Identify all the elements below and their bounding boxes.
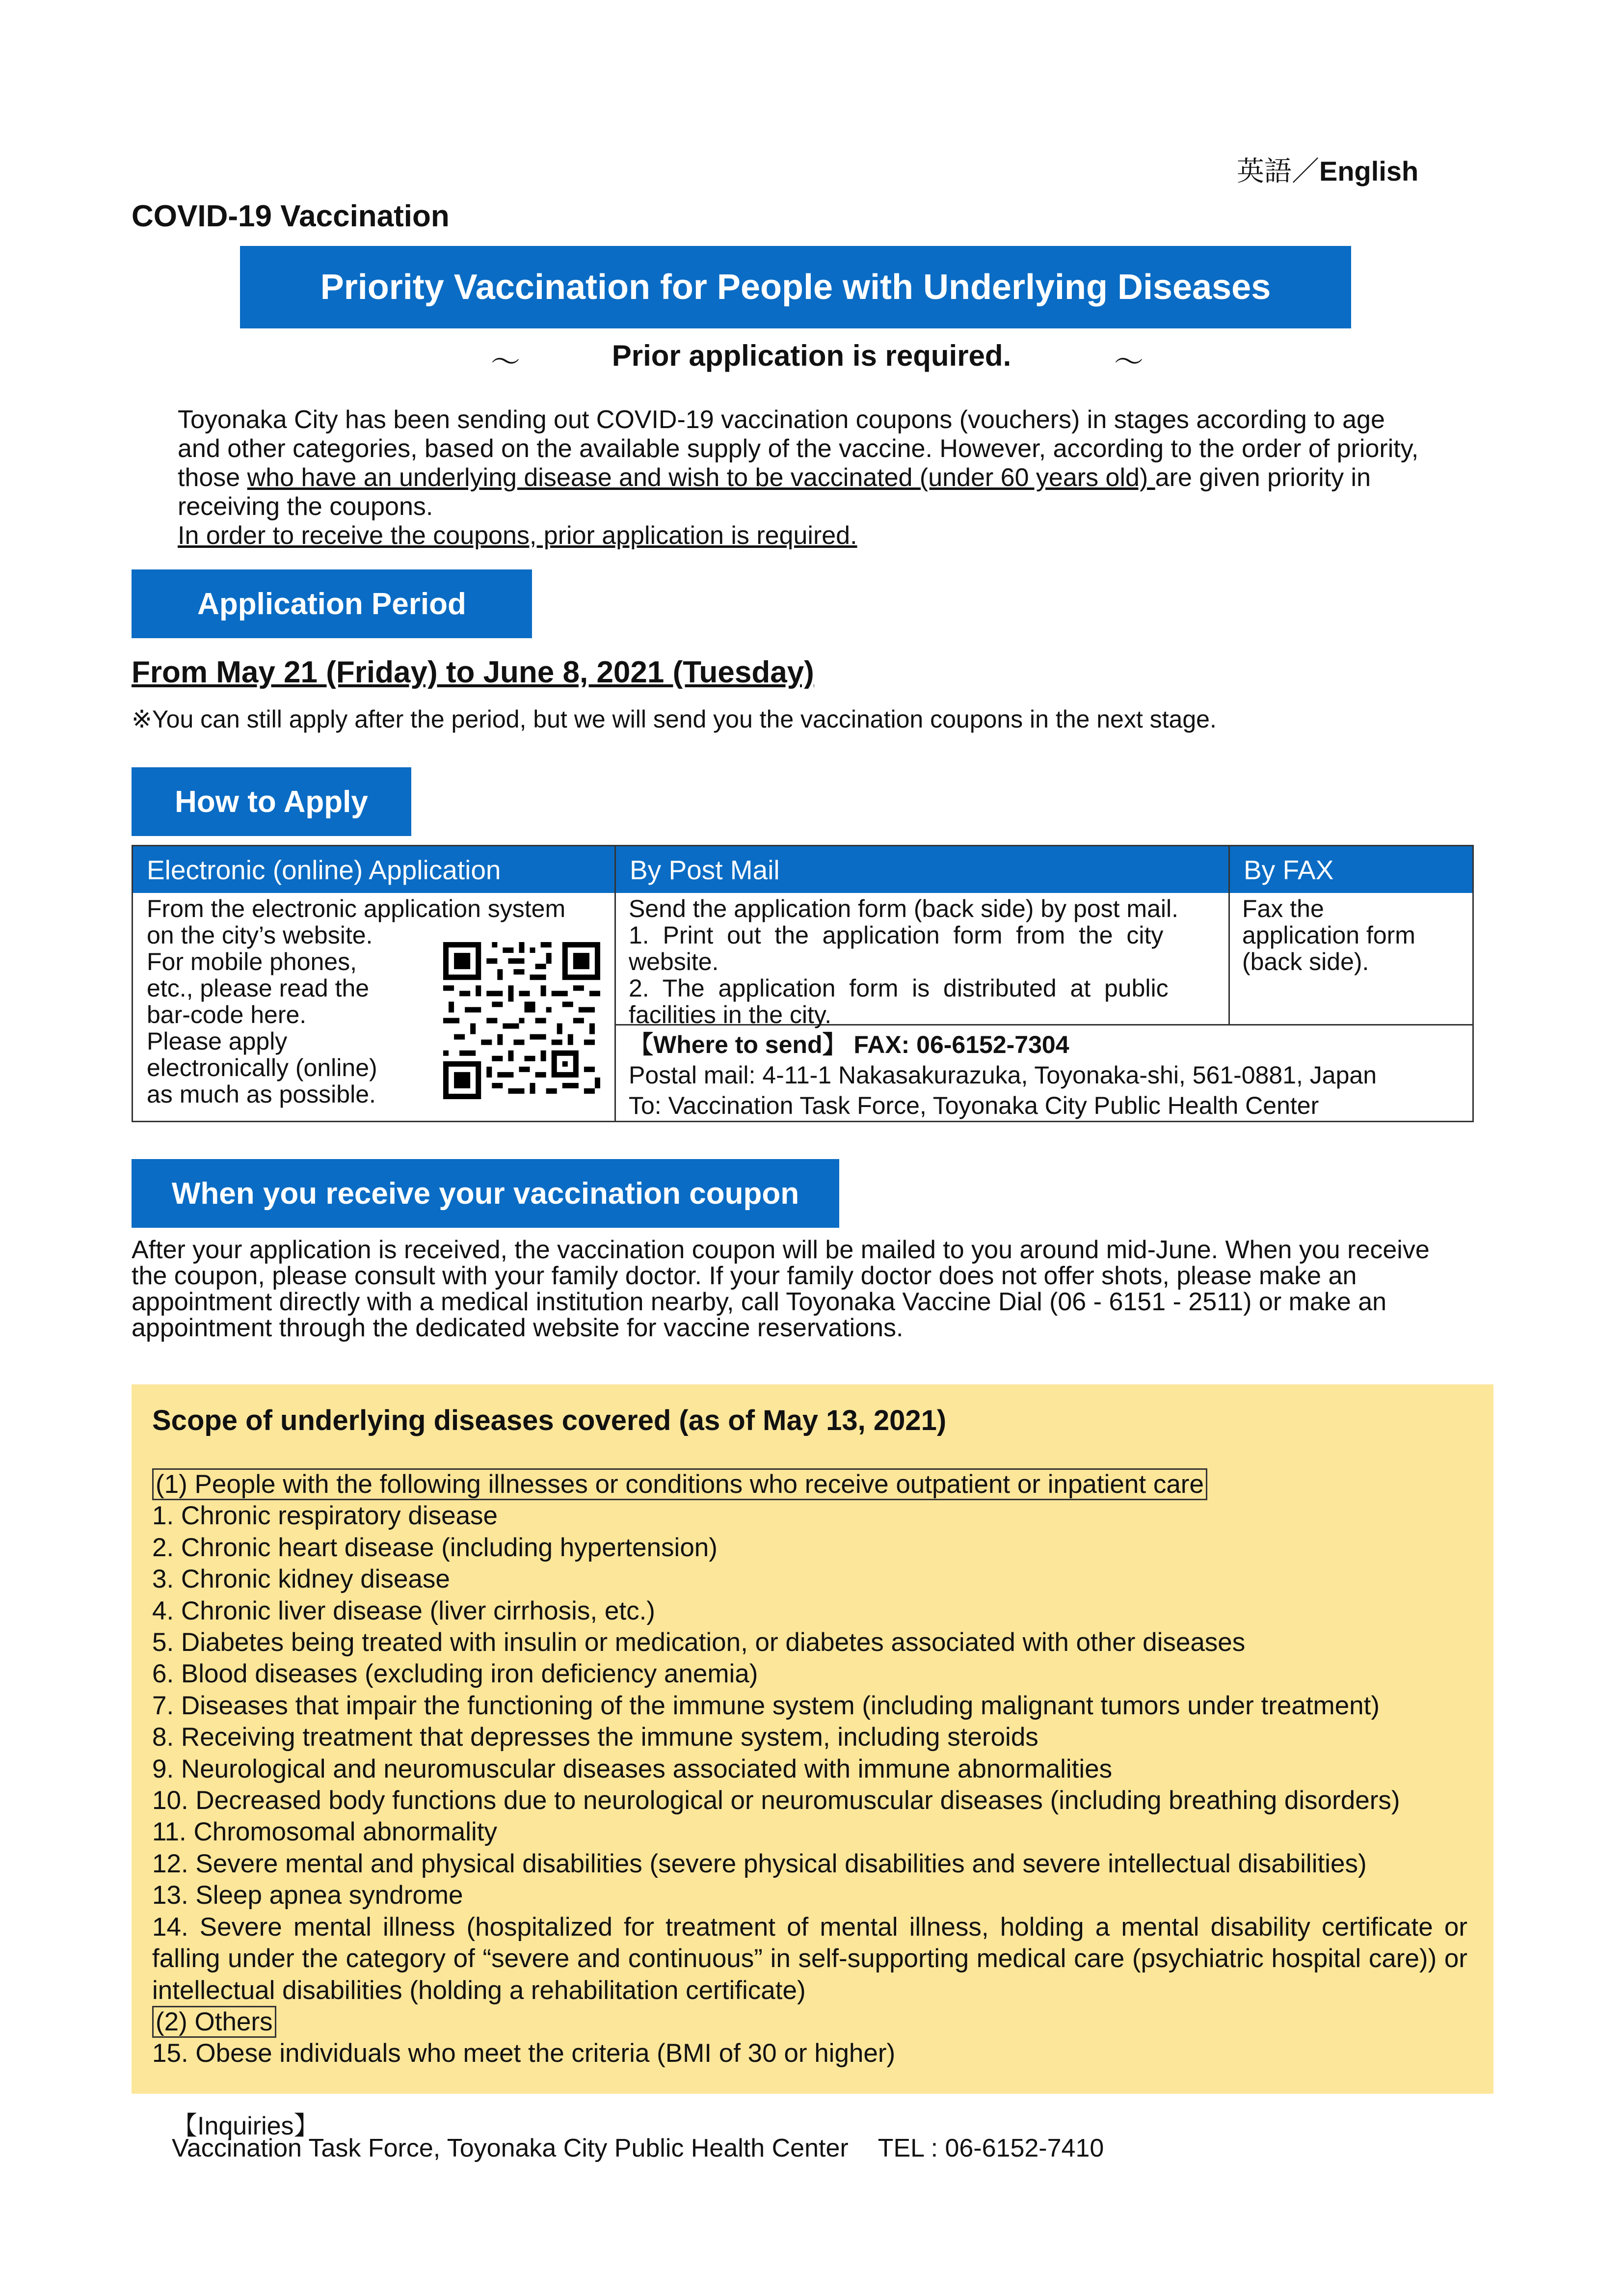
intro-line: and other categories, based on the available supply of the vaccine. However, according to the order of priority, [178, 434, 1419, 463]
period-note: ※You can still apply after the period, but we will send you the vaccination coupons in the next stage. [132, 705, 1217, 733]
apply-methods-table [132, 845, 1474, 1122]
column-header-fax: By FAX [1230, 846, 1472, 893]
main-banner: Priority Vaccination for People with Underlying Diseases [240, 246, 1351, 328]
list-item: 3. Chronic kidney disease [152, 1565, 450, 1594]
list-item: 14. Severe mental illness (hospitalized for treatment of mental illness, holding a mental disability certificate or falling under the category of “severe and continuous” in self-supporting medical care (psychiatric hospital care)) or intellectual disabilities (holding a rehabilitation certificate) [152, 1912, 1467, 2005]
tilde-right: ～ [1114, 346, 1144, 378]
intro-line: receiving the coupons. [178, 492, 433, 521]
language-label [1237, 150, 1418, 189]
section-application-period: Application Period [132, 569, 532, 638]
scope-list [152, 1469, 1467, 2070]
list-item: 10. Decreased body functions due to neurological or neuromuscular diseases (including breathing disorders) [152, 1786, 1400, 1815]
list-item: 13. Sleep apnea syndrome [152, 1881, 463, 1910]
scope-title: Scope of underlying diseases covered (as of May 13, 2021) [152, 1405, 947, 1436]
inquiries-org: Vaccination Task Force, Toyonaka City Public Health Center [172, 2134, 849, 2162]
list-item: 9. Neurological and neuromuscular diseases associated with immune abnormalities [152, 1754, 1113, 1783]
list-item: 15. Obese individuals who meet the criteria (BMI of 30 or higher) [152, 2039, 896, 2068]
tilde-left: ～ [491, 346, 520, 378]
where-to-send-cell [629, 1029, 1463, 1121]
recipient: To: Vaccination Task Force, Toyonaka City Public Health Center [629, 1092, 1319, 1119]
online-cell: From the electronic application system on the city’s website. For mobile phones, etc., please read the bar-code here. Please apply electronically (online) as much as possible. [147, 895, 566, 1108]
intro-paragraph [178, 405, 1505, 550]
scope-box [132, 1384, 1493, 2094]
language-en: English [1319, 156, 1419, 187]
receive-coupon-paragraph: After your application is received, the vaccination coupon will be mailed to you around mid-June. When you receive the coupon, please consult with your family doctor. If your family doctor does not offer shots, please make an appointment directly with a medical institution nearby, call Toyonaka Vaccine Dial (06 - 6151 - 2511) or make an appointment through the dedicated website for vaccine reservations. [132, 1236, 1430, 1342]
list-item: 12. Severe mental and physical disabilities (severe physical disabilities and severe intellectual disabilities) [152, 1849, 1367, 1878]
section-how-to-apply: How to Apply [132, 767, 411, 836]
list-item: 4. Chronic liver disease (liver cirrhosis, etc.) [152, 1596, 655, 1625]
group-2-label: (2) Others [152, 2006, 276, 2038]
inquiries-heading: 【Inquiries】 [172, 2112, 319, 2140]
list-item: 11. Chromosomal abnormality [152, 1817, 498, 1847]
prior-application-notice [0, 339, 1623, 378]
group-1-label: (1) People with the following illnesses or conditions who receive outpatient or inpatient care [152, 1468, 1207, 1500]
fax-cell: Fax the application form (back side). [1242, 895, 1415, 975]
list-item: 5. Diabetes being treated with insulin or medication, or diabetes associated with other diseases [152, 1628, 1246, 1657]
inquiries-contact [172, 2134, 1104, 2163]
doc-title: COVID-19 Vaccination [132, 199, 450, 233]
intro-required-line: In order to receive the coupons, prior application is required. [178, 521, 857, 550]
list-item: 2. Chronic heart disease (including hypertension) [152, 1533, 718, 1562]
list-item: 8. Receiving treatment that depresses the immune system, including steroids [152, 1723, 1038, 1752]
column-header-online: Electronic (online) Application [133, 846, 616, 893]
mail-cell: Send the application form (back side) by post mail. 1. Print out the application form from the city website. 2. The application form is distributed at public facilities in the city. [629, 895, 1178, 1028]
fax-number: 【Where to send】 FAX: 06-6152-7304 [629, 1031, 1069, 1058]
intro-line: Toyonaka City has been sending out COVID-19 vaccination coupons (vouchers) in stages according to age [178, 405, 1385, 434]
period-dates: From May 21 (Friday) to June 8, 2021 (Tuesday) [132, 655, 814, 689]
qr-code-icon[interactable] [443, 942, 600, 1099]
underlined-phrase: who have an underlying disease and wish to be vaccinated (under 60 years old) [247, 463, 1155, 492]
language-jp: 英語／ [1237, 156, 1319, 187]
list-item: 1. Chronic respiratory disease [152, 1501, 498, 1531]
column-header-mail: By Post Mail [616, 846, 1230, 893]
inquiries-tel: TEL : 06-6152-7410 [878, 2134, 1104, 2162]
postal-address: Postal mail: 4-11-1 Nakasakurazuka, Toyonaka-shi, 561-0881, Japan [629, 1061, 1377, 1089]
list-item: 7. Diseases that impair the functioning of the immune system (including malignant tumors under treatment) [152, 1691, 1380, 1720]
prior-text: Prior application is required. [612, 339, 1011, 372]
section-receive-coupon: When you receive your vaccination coupon [132, 1159, 839, 1228]
list-item: 6. Blood diseases (excluding iron deficiency anemia) [152, 1659, 758, 1689]
intro-line: those who have an underlying disease and wish to be vaccinated (under 60 years old) are given priority in [178, 463, 1371, 492]
